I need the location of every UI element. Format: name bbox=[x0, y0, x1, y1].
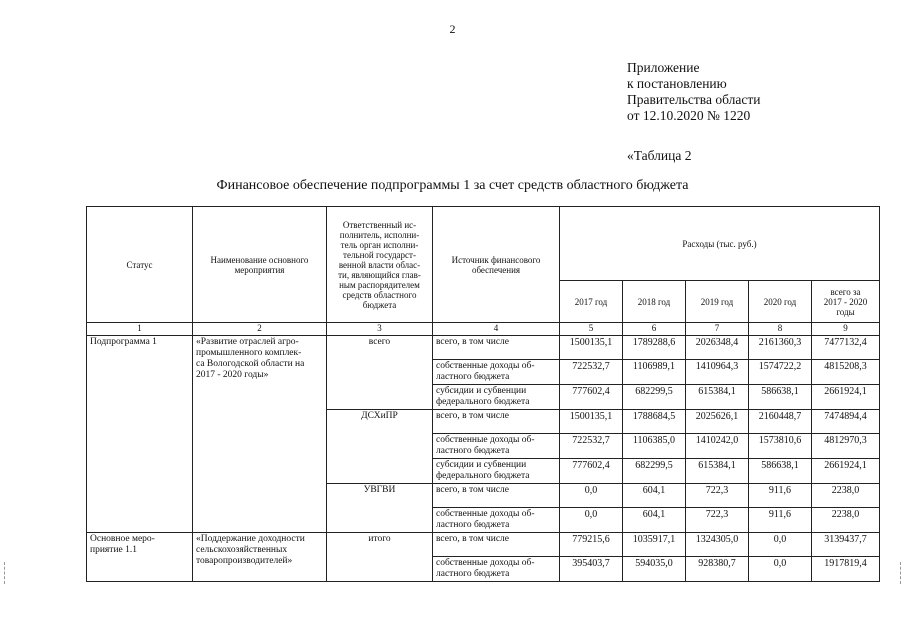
column-number: 2 bbox=[193, 323, 327, 336]
header-total-years: всего за 2017 - 2020 годы bbox=[812, 281, 880, 323]
value-cell: 1035917,1 bbox=[623, 533, 686, 557]
value-cell: 777602,4 bbox=[560, 385, 623, 410]
value-cell: 722532,7 bbox=[560, 434, 623, 459]
value-cell: 2661924,1 bbox=[812, 459, 880, 484]
status-cell: Основное меро- приятие 1.1 bbox=[87, 533, 193, 582]
value-cell: 2160448,7 bbox=[749, 410, 812, 434]
value-cell: 586638,1 bbox=[749, 459, 812, 484]
value-cell: 779215,6 bbox=[560, 533, 623, 557]
source-cell: всего, в том числе bbox=[433, 410, 560, 434]
value-cell: 7474894,4 bbox=[812, 410, 880, 434]
table-row bbox=[87, 336, 880, 360]
value-cell: 0,0 bbox=[560, 508, 623, 533]
value-cell: 1410242,0 bbox=[686, 434, 749, 459]
value-cell: 1106989,1 bbox=[623, 360, 686, 385]
value-cell: 0,0 bbox=[560, 484, 623, 508]
value-cell: 1410964,3 bbox=[686, 360, 749, 385]
measure-cell: «Поддержание доходности сельскохозяйственных товаропроизводителей» bbox=[193, 533, 327, 582]
value-cell: 722532,7 bbox=[560, 360, 623, 385]
executor-cell: всего bbox=[327, 336, 433, 410]
value-cell: 2025626,1 bbox=[686, 410, 749, 434]
header-measure: Наименование основного мероприятия bbox=[193, 207, 327, 323]
value-cell: 1573810,6 bbox=[749, 434, 812, 459]
table-body bbox=[87, 336, 880, 582]
value-cell: 615384,1 bbox=[686, 385, 749, 410]
value-cell: 682299,5 bbox=[623, 459, 686, 484]
table-label: «Таблица 2 bbox=[627, 148, 692, 163]
source-cell: всего, в том числе bbox=[433, 336, 560, 360]
value-cell: 4815208,3 bbox=[812, 360, 880, 385]
value-cell: 722,3 bbox=[686, 508, 749, 533]
value-cell: 604,1 bbox=[623, 508, 686, 533]
value-cell: 1917819,4 bbox=[812, 557, 880, 582]
header-year: 2018 год bbox=[623, 281, 686, 323]
value-cell: 0,0 bbox=[749, 533, 812, 557]
column-number: 7 bbox=[686, 323, 749, 336]
value-cell: 2238,0 bbox=[812, 484, 880, 508]
value-cell: 4812970,3 bbox=[812, 434, 880, 459]
column-number: 5 bbox=[560, 323, 623, 336]
executor-cell: УВГВИ bbox=[327, 484, 433, 533]
page-edge-left bbox=[4, 562, 6, 584]
column-number: 4 bbox=[433, 323, 560, 336]
value-cell: 7477132,4 bbox=[812, 336, 880, 360]
value-cell: 395403,7 bbox=[560, 557, 623, 582]
header-status: Статус bbox=[87, 207, 193, 323]
value-cell: 2661924,1 bbox=[812, 385, 880, 410]
value-cell: 1789288,6 bbox=[623, 336, 686, 360]
value-cell: 594035,0 bbox=[623, 557, 686, 582]
executor-cell: итого bbox=[327, 533, 433, 582]
value-cell: 615384,1 bbox=[686, 459, 749, 484]
column-number: 1 bbox=[87, 323, 193, 336]
value-cell: 3139437,7 bbox=[812, 533, 880, 557]
page-edge-right bbox=[900, 562, 902, 584]
value-cell: 1788684,5 bbox=[623, 410, 686, 434]
value-cell: 1500135,1 bbox=[560, 410, 623, 434]
appendix-line-2: к постановлению bbox=[627, 76, 727, 91]
measure-cell: «Развитие отраслей агро- промышленного комплек- са Вологодской области на 2017 - 2020 годы» bbox=[193, 336, 327, 533]
source-cell: собственные доходы об- ластного бюджета bbox=[433, 434, 560, 459]
page-number: 2 bbox=[449, 22, 456, 36]
value-cell: 1500135,1 bbox=[560, 336, 623, 360]
value-cell: 777602,4 bbox=[560, 459, 623, 484]
status-cell: Подпрограмма 1 bbox=[87, 336, 193, 533]
source-cell: субсидии и субвенции федерального бюджета bbox=[433, 459, 560, 484]
header-year: 2017 год bbox=[560, 281, 623, 323]
value-cell: 1106385,0 bbox=[623, 434, 686, 459]
column-numbers-row bbox=[87, 323, 880, 336]
header-executor: Ответственный ис- полнитель, исполни- тель орган исполни- тельной государст- венной власти облас- ти, являющийся глав- ным распорядителем средств областного бюджета bbox=[327, 207, 433, 323]
header-expenses: Расходы (тыс. руб.) bbox=[560, 207, 880, 281]
value-cell: 1324305,0 bbox=[686, 533, 749, 557]
column-number: 3 bbox=[327, 323, 433, 336]
value-cell: 1574722,2 bbox=[749, 360, 812, 385]
column-number: 8 bbox=[749, 323, 812, 336]
financing-table bbox=[86, 206, 880, 582]
value-cell: 0,0 bbox=[749, 557, 812, 582]
header-year: 2019 год bbox=[686, 281, 749, 323]
source-cell: субсидии и субвенции федерального бюджета bbox=[433, 385, 560, 410]
source-cell: всего, в том числе bbox=[433, 533, 560, 557]
source-cell: собственные доходы об- ластного бюджета bbox=[433, 508, 560, 533]
appendix-line-3: Правительства области bbox=[627, 92, 761, 107]
value-cell: 604,1 bbox=[623, 484, 686, 508]
value-cell: 2161360,3 bbox=[749, 336, 812, 360]
value-cell: 586638,1 bbox=[749, 385, 812, 410]
appendix-line-1: Приложение bbox=[627, 60, 700, 75]
header-source: Источник финансового обеспечения bbox=[433, 207, 560, 323]
table-row bbox=[87, 533, 880, 557]
value-cell: 911,6 bbox=[749, 484, 812, 508]
value-cell: 682299,5 bbox=[623, 385, 686, 410]
document-title: Финансовое обеспечение подпрограммы 1 за счет средств областного бюджета bbox=[216, 178, 689, 193]
value-cell: 928380,7 bbox=[686, 557, 749, 582]
value-cell: 2026348,4 bbox=[686, 336, 749, 360]
column-number: 6 bbox=[623, 323, 686, 336]
value-cell: 2238,0 bbox=[812, 508, 880, 533]
column-number: 9 bbox=[812, 323, 880, 336]
source-cell: собственные доходы об- ластного бюджета bbox=[433, 360, 560, 385]
appendix-block bbox=[627, 60, 760, 124]
appendix-line-4: от 12.10.2020 № 1220 bbox=[627, 108, 751, 123]
executor-cell: ДСХиПР bbox=[327, 410, 433, 484]
source-cell: всего, в том числе bbox=[433, 484, 560, 508]
source-cell: собственные доходы об- ластного бюджета bbox=[433, 557, 560, 582]
value-cell: 722,3 bbox=[686, 484, 749, 508]
value-cell: 911,6 bbox=[749, 508, 812, 533]
header-year: 2020 год bbox=[749, 281, 812, 323]
